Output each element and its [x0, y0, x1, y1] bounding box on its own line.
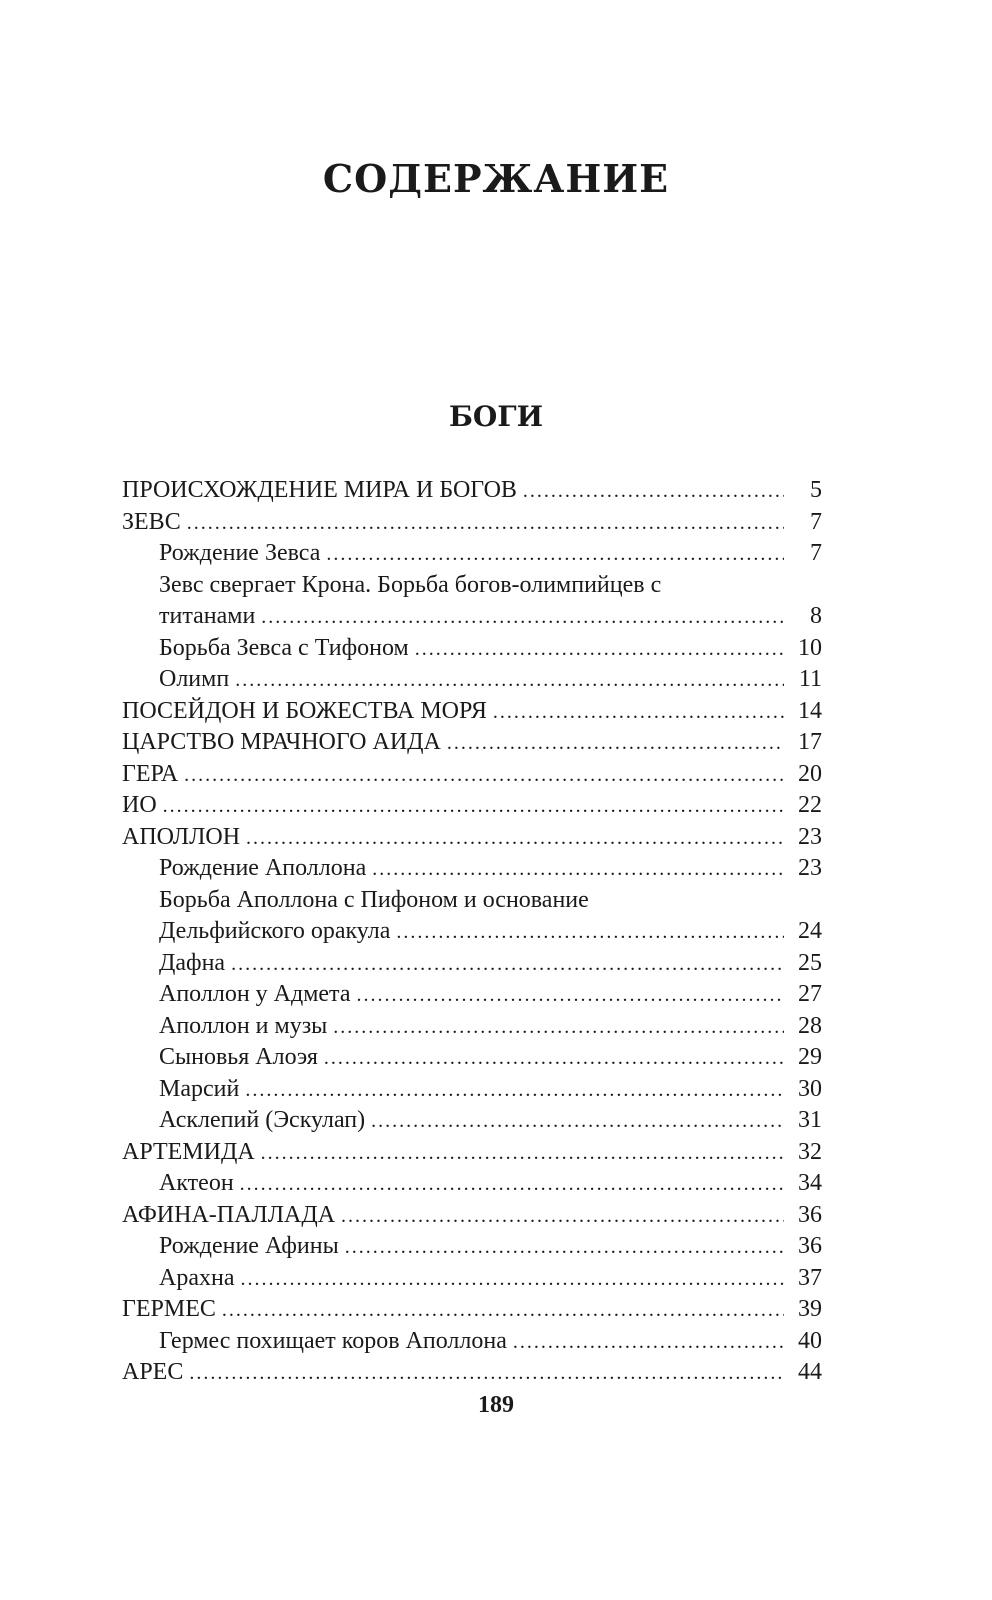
dot-leader — [163, 791, 784, 823]
toc-entry-title: Дельфийского оракула — [159, 918, 391, 944]
toc-entry — [122, 885, 822, 917]
dot-leader — [222, 1295, 784, 1327]
toc-entry-page: 34 — [798, 1170, 822, 1196]
toc-entry-title: титанами — [159, 603, 256, 629]
toc-entry-title: Рождение Афины — [159, 1233, 339, 1259]
toc-entry-page: 7 — [810, 508, 822, 535]
toc-entry-page: 36 — [798, 1233, 822, 1259]
toc-entry — [122, 570, 822, 602]
page-title: СОДЕРЖАНИЕ — [322, 156, 670, 201]
dot-leader — [415, 634, 784, 666]
dot-leader — [324, 1043, 784, 1075]
toc-entry-page: 10 — [798, 634, 822, 661]
toc-entry-page: 11 — [798, 666, 822, 692]
toc-entry-title: ГЕРА — [122, 760, 179, 787]
toc-entry — [122, 1200, 822, 1232]
toc-entry — [122, 538, 822, 570]
toc-entry — [122, 1326, 822, 1358]
dot-leader — [245, 1075, 784, 1107]
toc-entry-page: 40 — [798, 1327, 822, 1354]
dot-leader — [513, 1327, 784, 1359]
toc-entry-title: Рождение Аполлона — [159, 855, 367, 881]
dot-leader — [240, 1169, 784, 1201]
dot-leader — [246, 823, 784, 855]
toc-entry — [122, 1074, 822, 1106]
toc-entry — [122, 1231, 822, 1263]
toc-entry — [122, 1011, 822, 1043]
dot-leader — [333, 1012, 784, 1044]
toc-entry-title: Зевс свергает Крона. Борьба богов-олимпийцев с — [159, 571, 662, 598]
toc-entry-title: Сыновья Алоэя — [159, 1044, 318, 1070]
dot-leader — [261, 1138, 784, 1170]
dot-leader — [184, 760, 784, 792]
toc-entry-title: АПОЛЛОН — [122, 823, 241, 850]
dot-leader — [189, 1358, 784, 1390]
toc-entry — [122, 853, 822, 885]
toc-entry — [122, 1042, 822, 1074]
toc-entry-page: 8 — [810, 603, 822, 629]
dot-leader — [345, 1232, 784, 1264]
dot-leader — [231, 949, 784, 981]
dot-leader — [240, 1264, 784, 1296]
toc-entry-title: АРТЕМИДА — [122, 1138, 255, 1165]
toc-entry-title: Арахна — [159, 1264, 235, 1291]
toc-entry-page: 23 — [798, 855, 822, 881]
toc-entry-title: Борьба Аполлона с Пифоном и основание — [159, 886, 589, 913]
dot-leader — [371, 1106, 784, 1138]
toc-entry-page: 25 — [798, 949, 822, 976]
toc-entry-title: Борьба Зевса с Тифоном — [159, 634, 409, 661]
toc-entry — [122, 1105, 822, 1137]
toc-entry-page: 39 — [798, 1296, 822, 1322]
toc-entry — [122, 507, 822, 539]
toc-entry — [122, 601, 822, 633]
toc-entry-title: ЦАРСТВО МРАЧНОГО АИДА — [122, 729, 441, 755]
toc-entry — [122, 633, 822, 665]
dot-leader — [523, 476, 784, 508]
toc-entry-title: Рождение Зевса — [159, 540, 321, 566]
toc-entry-page: 27 — [798, 981, 822, 1007]
dot-leader — [396, 917, 784, 949]
toc-entry — [122, 664, 822, 696]
toc-entry — [122, 1168, 822, 1200]
section-heading: БОГИ — [448, 400, 544, 433]
dot-leader — [356, 980, 784, 1012]
toc-entry-page: 14 — [798, 697, 822, 724]
toc-entry-title: Аполлон у Адмета — [159, 981, 351, 1007]
toc-entry-page: 7 — [810, 540, 822, 566]
toc-entry-page: 36 — [798, 1201, 822, 1228]
toc-entry — [122, 475, 822, 507]
toc-entry-page: 30 — [798, 1075, 822, 1102]
toc-entry — [122, 948, 822, 980]
toc-entry-page: 22 — [798, 792, 822, 818]
toc-entry-title: Асклепий (Эскулап) — [159, 1107, 366, 1133]
toc-entry — [122, 1263, 822, 1295]
dot-leader — [326, 539, 784, 571]
toc-entry-title: Олимп — [159, 666, 230, 692]
toc-entry-title: ГЕРМЕС — [122, 1296, 216, 1322]
toc-entry — [122, 696, 822, 728]
dot-leader — [341, 1201, 784, 1233]
toc-entry-page: 29 — [798, 1044, 822, 1070]
dot-leader — [372, 854, 784, 886]
toc-entry-title: Гермес похищает коров Аполлона — [159, 1327, 507, 1354]
page-number: 189 — [478, 1392, 514, 1418]
dot-leader — [261, 602, 784, 634]
dot-leader — [493, 697, 784, 729]
toc-entry — [122, 1294, 822, 1326]
toc-entry-page: 37 — [798, 1264, 822, 1291]
dot-leader — [235, 665, 784, 697]
toc-entry-title: Марсий — [159, 1075, 240, 1102]
toc-entry — [122, 1137, 822, 1169]
toc-entry-page: 24 — [798, 918, 822, 944]
toc-entry-page: 32 — [798, 1138, 822, 1165]
toc-entry-page: 20 — [798, 760, 822, 787]
toc-entry-title: ПОСЕЙДОН И БОЖЕСТВА МОРЯ — [122, 697, 487, 724]
toc-entry-title: ЗЕВС — [122, 508, 181, 535]
toc-entry-title: АФИНА-ПАЛЛАДА — [122, 1201, 336, 1228]
toc-entry-title: Аполлон и музы — [159, 1012, 328, 1039]
toc-entry-page: 31 — [798, 1107, 822, 1133]
dot-leader — [187, 508, 784, 540]
toc-entry-title: Актеон — [159, 1170, 234, 1196]
dot-leader — [447, 728, 784, 760]
toc-entry — [122, 790, 822, 822]
toc-entry-title: АРЕС — [122, 1359, 184, 1385]
toc-entry — [122, 727, 822, 759]
toc-entry-page: 28 — [798, 1012, 822, 1039]
toc-entry-page: 17 — [798, 729, 822, 755]
toc-entry — [122, 822, 822, 854]
toc-entry-title: ИО — [122, 792, 157, 818]
toc-entry — [122, 979, 822, 1011]
toc-entry-title: Дафна — [159, 949, 226, 976]
toc-entry-title: ПРОИСХОЖДЕНИЕ МИРА И БОГОВ — [122, 477, 517, 503]
toc-entry-page: 5 — [810, 477, 822, 503]
toc-entry-page: 23 — [798, 823, 822, 850]
table-of-contents — [122, 475, 822, 1389]
toc-entry — [122, 916, 822, 948]
toc-entry-page: 44 — [798, 1359, 822, 1385]
toc-entry — [122, 1357, 822, 1389]
toc-entry — [122, 759, 822, 791]
